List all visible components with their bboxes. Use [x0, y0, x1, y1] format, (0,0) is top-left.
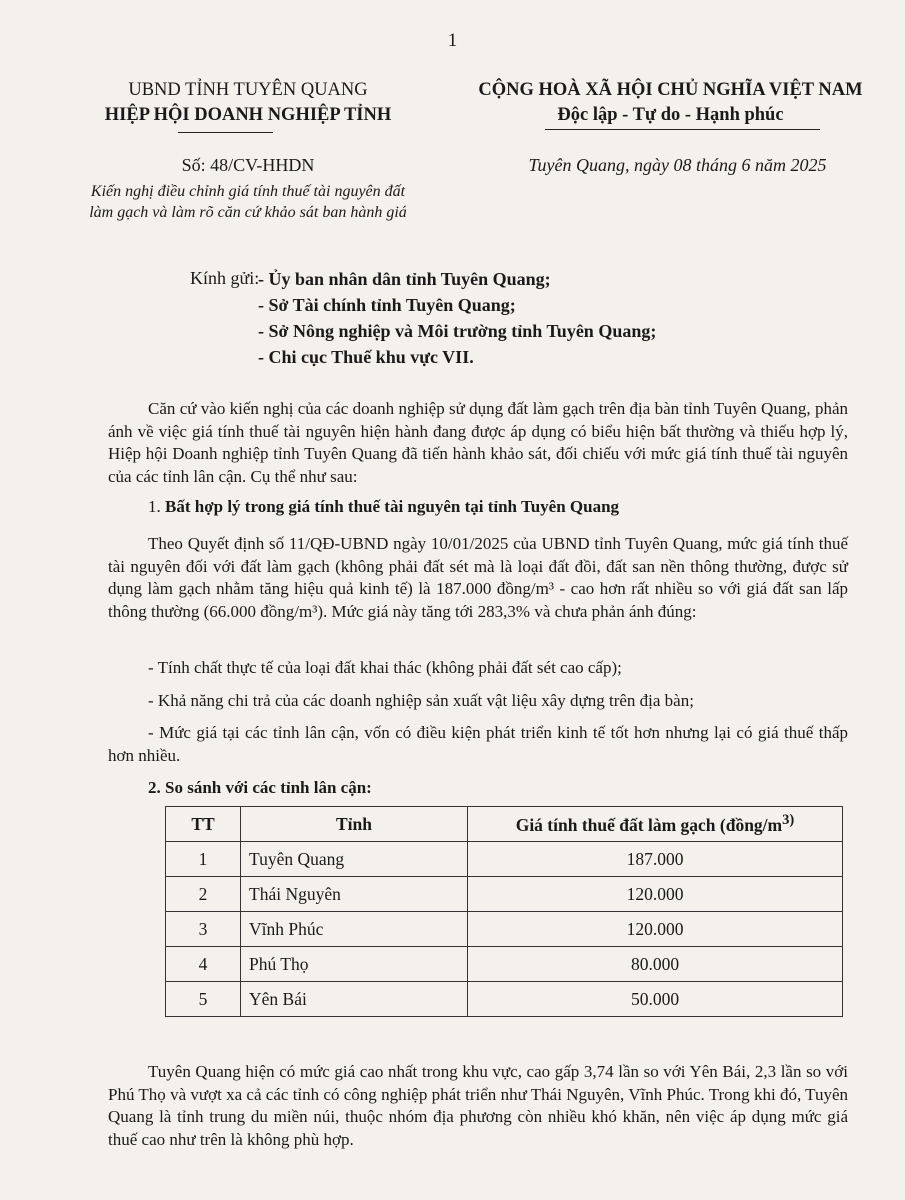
column-header-province: Tỉnh: [241, 807, 468, 842]
motto-underline: [545, 129, 820, 130]
subject-line2: làm gạch và làm rõ căn cứ khảo sát ban hành giá: [89, 204, 407, 221]
document-date: Tuyên Quang, ngày 08 tháng 6 năm 2025: [528, 155, 827, 175]
recipient-item: - Chi cục Thuế khu vực VII.: [258, 347, 474, 367]
section2-heading: 2. So sánh với các tỉnh lân cận:: [148, 778, 372, 797]
recipient-item: - Sở Tài chính tỉnh Tuyên Quang;: [258, 295, 516, 315]
motto-line1: CỘNG HOÀ XÃ HỘI CHỦ NGHĨA VIỆT NAM: [478, 80, 863, 100]
row-index: 3: [166, 912, 241, 947]
price-header-sup: 3): [782, 812, 795, 829]
page-number: 1: [447, 30, 458, 51]
row-price: 120.000: [468, 912, 843, 947]
row-price: 187.000: [468, 842, 843, 877]
recipient-item: - Sở Nông nghiệp và Môi trường tỉnh Tuyên Quang;: [258, 321, 657, 341]
row-price: 120.000: [468, 877, 843, 912]
org-line1: UBND TỈNH TUYÊN QUANG: [128, 80, 368, 100]
national-motto: [448, 78, 893, 128]
column-header-tt: TT: [166, 807, 241, 842]
section1-number: 1.: [148, 497, 165, 516]
price-header-text: Giá tính thuế đất làm gạch (đồng/m: [515, 814, 783, 835]
subject-line1: Kiến nghị điều chỉnh giá tính thuế tài nguyên đất: [90, 183, 406, 200]
table-row: [166, 842, 843, 877]
recipients-label: Kính gửi:: [190, 268, 260, 288]
table-row: [166, 877, 843, 912]
section1-heading: [148, 497, 619, 517]
comparison-table: [165, 806, 843, 1017]
row-price: 50.000: [468, 982, 843, 1017]
row-index: 1: [166, 842, 241, 877]
table-header-row: [166, 807, 843, 842]
row-province: Tuyên Quang: [241, 842, 468, 877]
bullet-item: - Mức giá tại các tỉnh lân cận, vốn có điều kiện phát triển kinh tế tốt hơn nhưng lại có giá thuế thấp hơn nhiều.: [108, 723, 848, 765]
row-province: Thái Nguyên: [241, 877, 468, 912]
section1-paragraph: Theo Quyết định số 11/QĐ-UBND ngày 10/01/2025 của UBND tỉnh Tuyên Quang, mức giá tính thuế tài nguyên đối với đất làm gạch (không phải đất sét mà là loại đất đồi, đất san nền thông thường, được sử dụng làm gạch nhằm tăng hiệu quả kinh tế) là 187.000 đồng/m³ - cao hơn rất nhiều so với giá đất san lấp thông thường (66.000 đồng/m³). Mức giá này tăng tới 283,3% và chưa phản ánh đúng:: [108, 534, 848, 621]
row-price: 80.000: [468, 947, 843, 982]
recipient-item: - Ủy ban nhân dân tỉnh Tuyên Quang;: [258, 269, 551, 289]
document-number: Số: 48/CV-HHDN: [181, 155, 315, 175]
table-row: [166, 912, 843, 947]
row-province: Phú Thọ: [241, 947, 468, 982]
org-underline: [178, 132, 273, 133]
table-row: [166, 982, 843, 1017]
row-index: 2: [166, 877, 241, 912]
row-province: Yên Bái: [241, 982, 468, 1017]
row-province: Vĩnh Phúc: [241, 912, 468, 947]
bullet-item: - Tính chất thực tế của loại đất khai thác (không phải đất sét cao cấp);: [148, 658, 622, 677]
table-row: [166, 947, 843, 982]
recipients-list: [258, 266, 656, 370]
conclusion-paragraph: Tuyên Quang hiện có mức giá cao nhất trong khu vực, cao gấp 3,74 lần so với Yên Bái, 2,3 lần so với Phú Thọ và vượt xa cả các tỉnh có công nghiệp phát triển như Thái Nguyên, Vĩnh Phúc. Trong khi đó, Tuyên Quang là tỉnh trung du miền núi, thuộc nhóm địa phương còn nhiều khó khăn, nên việc áp dụng mức giá thuế cao như trên là không phù hợp.: [108, 1062, 848, 1149]
row-index: 4: [166, 947, 241, 982]
intro-paragraph: Căn cứ vào kiến nghị của các doanh nghiệp sử dụng đất làm gạch trên địa bàn tỉnh Tuyên Quang, phản ánh về việc giá tính thuế tài nguyên hiện hành đang được áp dụng có biểu hiện bất thường và thiếu hợp lý, Hiệp hội Doanh nghiệp tỉnh Tuyên Quang đã tiến hành khảo sát, đối chiếu với mức giá tính thuế tài nguyên của các tỉnh lân cận. Cụ thể như sau:: [108, 399, 848, 486]
issuing-organization: [58, 78, 438, 128]
bullet-item: - Khả năng chi trả của các doanh nghiệp sản xuất vật liệu xây dựng trên địa bàn;: [148, 691, 694, 710]
row-index: 5: [166, 982, 241, 1017]
org-line2: HIỆP HỘI DOANH NGHIỆP TỈNH: [104, 105, 392, 125]
motto-line2: Độc lập - Tự do - Hạnh phúc: [557, 105, 784, 125]
column-header-price: [468, 807, 843, 842]
document-subject: [40, 181, 456, 223]
section1-title: Bất hợp lý trong giá tính thuế tài nguyên tại tỉnh Tuyên Quang: [165, 497, 620, 516]
